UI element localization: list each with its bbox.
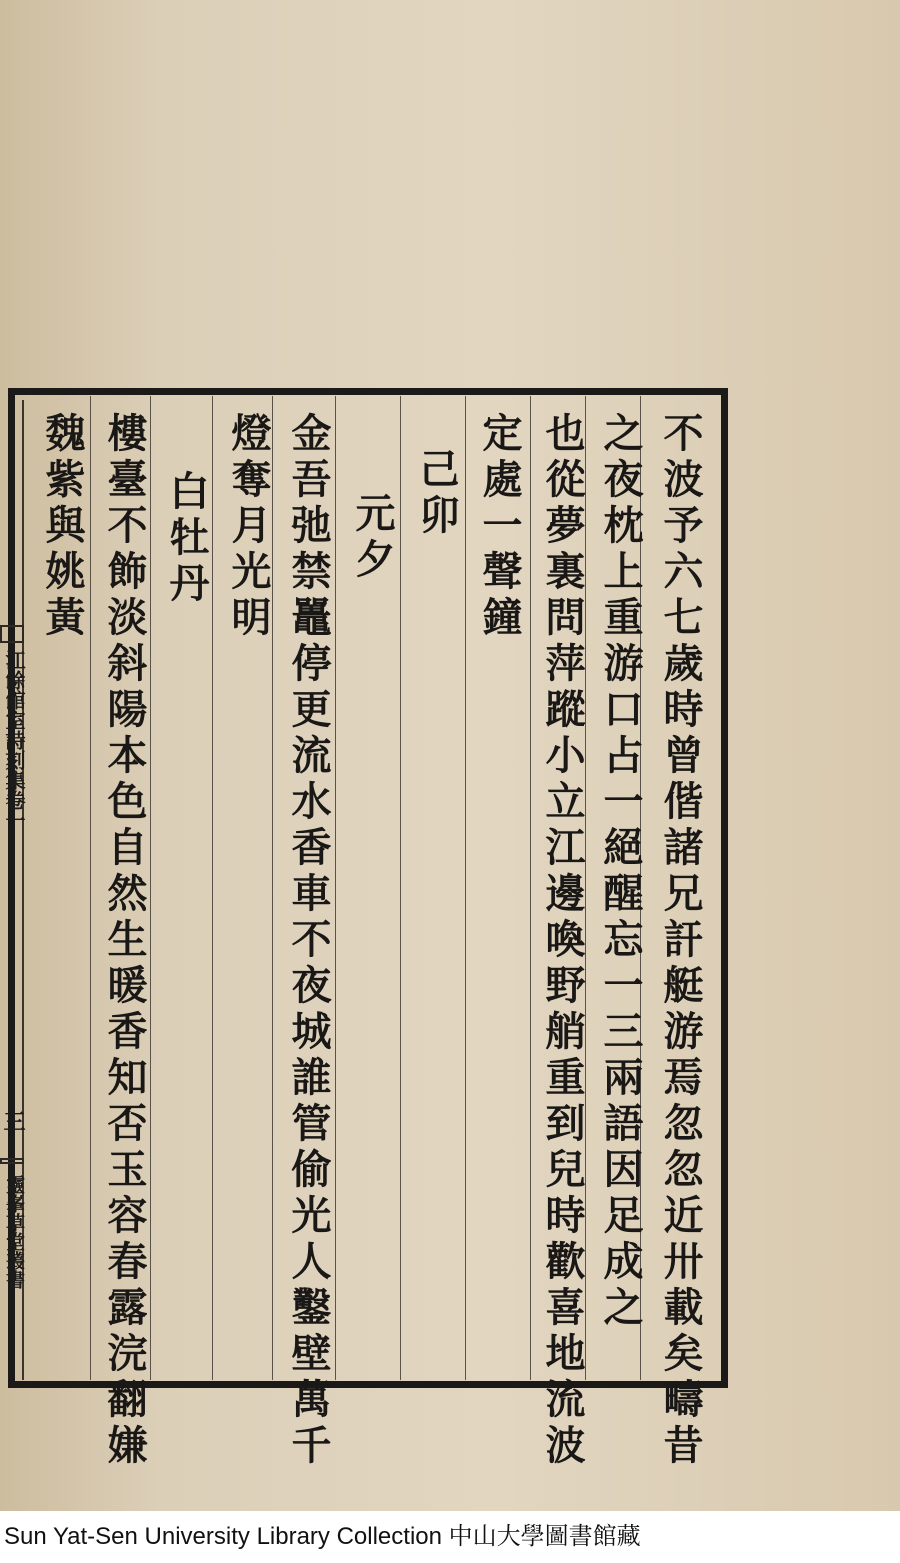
- column-rule: [150, 396, 151, 1380]
- text-column-2: 之夜枕上重游口占一絕醒忘一三兩語因足成之: [597, 412, 644, 1332]
- column-rule: [530, 396, 531, 1380]
- margin-book-title: 江餘館室詩刻集卷一: [2, 650, 26, 830]
- margin-page-number: 三: [0, 1110, 26, 1132]
- text-column-10: 樓臺不飾淡斜陽本色自然生暖香知否玉容春露浣翻嫌: [101, 412, 148, 1470]
- text-column-4: 定處一聲鐘: [476, 412, 523, 642]
- text-column-11: 魏紫與姚黃: [39, 412, 86, 642]
- column-rule: [335, 396, 336, 1380]
- margin-divider: [0, 1158, 24, 1164]
- text-column-9: 白牡丹: [163, 470, 210, 608]
- margin-fishtail: [0, 625, 24, 643]
- text-column-7: 金吾弛禁鼉停更流水香車不夜城誰管偷光人鑿壁萬千: [285, 412, 332, 1470]
- column-rule: [400, 396, 401, 1380]
- text-column-6: 元夕: [349, 492, 396, 584]
- library-credit: Sun Yat-Sen University Library Collection 中山大學圖書館藏: [0, 1511, 900, 1563]
- text-column-1: 不波予六七歲時曾偕諸兄訐艇游焉忽忽近卅載矣疇昔: [657, 412, 704, 1470]
- text-column-5: 己卯: [413, 448, 460, 540]
- text-column-3: 也從夢裏問萍蹤小立江邊喚野艄重到兒時歡喜地流波: [539, 412, 586, 1470]
- text-column-8: 燈奪月光明: [225, 412, 272, 642]
- margin-series-title: 靈峯草堂叢書: [3, 1175, 25, 1289]
- column-rule: [90, 396, 91, 1380]
- column-rule: [465, 396, 466, 1380]
- column-rule: [212, 396, 213, 1380]
